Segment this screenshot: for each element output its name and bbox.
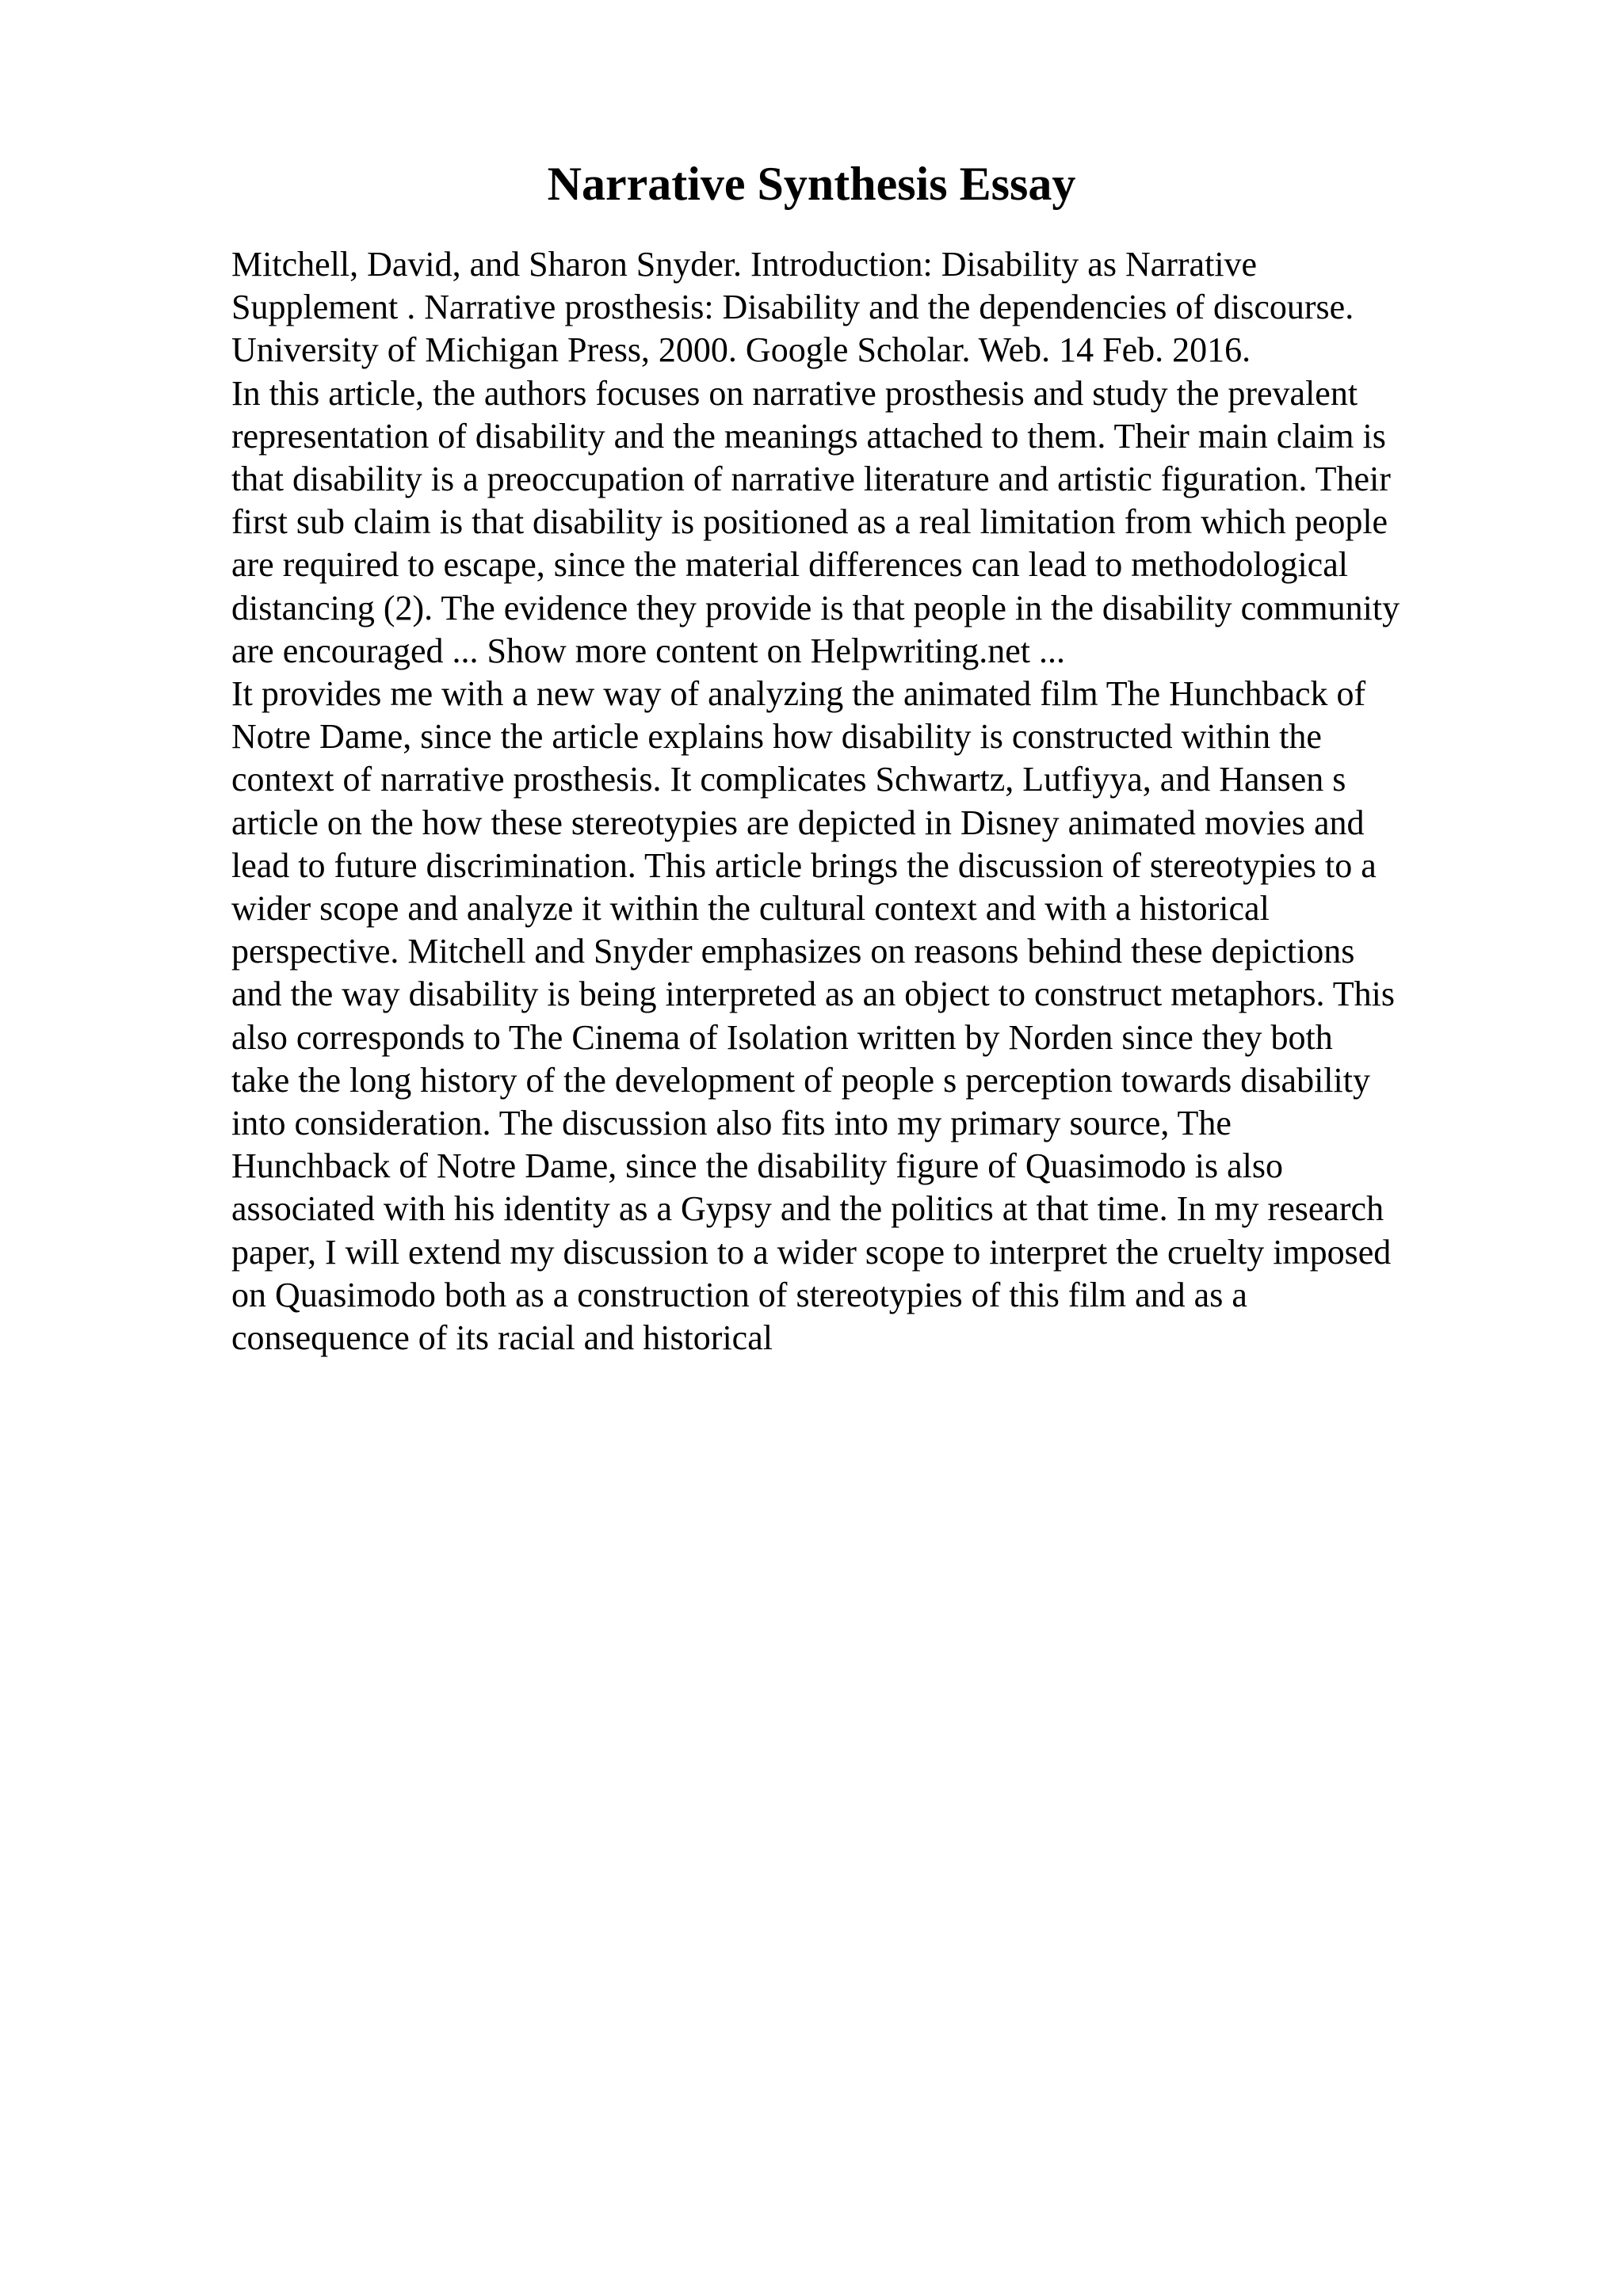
paragraph-line: and the way disability is being interpreted as an object to construct metaphors. This [231,974,1395,1014]
paragraph-line: take the long history of the development of people s perception towards disability [231,1060,1370,1100]
document-title: Narrative Synthesis Essay [547,158,1076,210]
paragraph-line: paper, I will extend my discussion to a wider scope to interpret the cruelty imposed [231,1232,1392,1272]
paragraph-line: consequence of its racial and historical [231,1318,773,1358]
paragraph-line: on Quasimodo both as a construction of stereotypies of this film and as a [231,1275,1247,1314]
citation-line: Mitchell, David, and Sharon Snyder. Introduction: Disability as Narrative [231,245,1258,284]
paragraph-line: Hunchback of Notre Dame, since the disability figure of Quasimodo is also [231,1146,1284,1186]
paragraph-line: are required to escape, since the material differences can lead to methodological [231,545,1348,585]
citation-line: University of Michigan Press, 2000. Google Scholar. Web. 14 Feb. 2016. [231,330,1251,370]
citation-line: Supplement . Narrative prosthesis: Disability and the dependencies of discourse. [231,288,1354,327]
paragraph-line: article on the how these stereotypies are depicted in Disney animated movies and [231,803,1365,842]
paragraph-line: that disability is a preoccupation of narrative literature and artistic figuration. Their [231,460,1391,499]
paragraph-line: first sub claim is that disability is positioned as a real limitation from which people [231,502,1388,542]
paragraph-line: also corresponds to The Cinema of Isolation written by Norden since they both [231,1017,1333,1057]
paragraph-line: perspective. Mitchell and Snyder emphasizes on reasons behind these depictions [231,932,1355,971]
paragraph-line: associated with his identity as a Gypsy and the politics at that time. In my research [231,1189,1384,1229]
paragraph-line: lead to future discrimination. This article brings the discussion of stereotypies to a [231,845,1377,885]
paragraph-line: It provides me with a new way of analyzing the animated film The Hunchback of [231,674,1366,714]
paragraph-line: are encouraged ... Show more content on Helpwriting.net ... [231,631,1066,670]
paragraph-line: context of narrative prosthesis. It complicates Schwartz, Lutfiyya, and Hansen s [231,760,1346,799]
paragraph-line: Notre Dame, since the article explains how disability is constructed within the [231,717,1322,757]
paragraph-line: In this article, the authors focuses on narrative prosthesis and study the prevalent [231,373,1358,413]
paragraph-line: into consideration. The discussion also fits into my primary source, The [231,1104,1232,1143]
document-body [231,243,1484,1360]
paragraph-line: representation of disability and the meanings attached to them. Their main claim is [231,416,1386,456]
paragraph-line: distancing (2). The evidence they provide is that people in the disability community [231,588,1400,627]
paragraph-line: wider scope and analyze it within the cultural context and with a historical [231,889,1270,929]
